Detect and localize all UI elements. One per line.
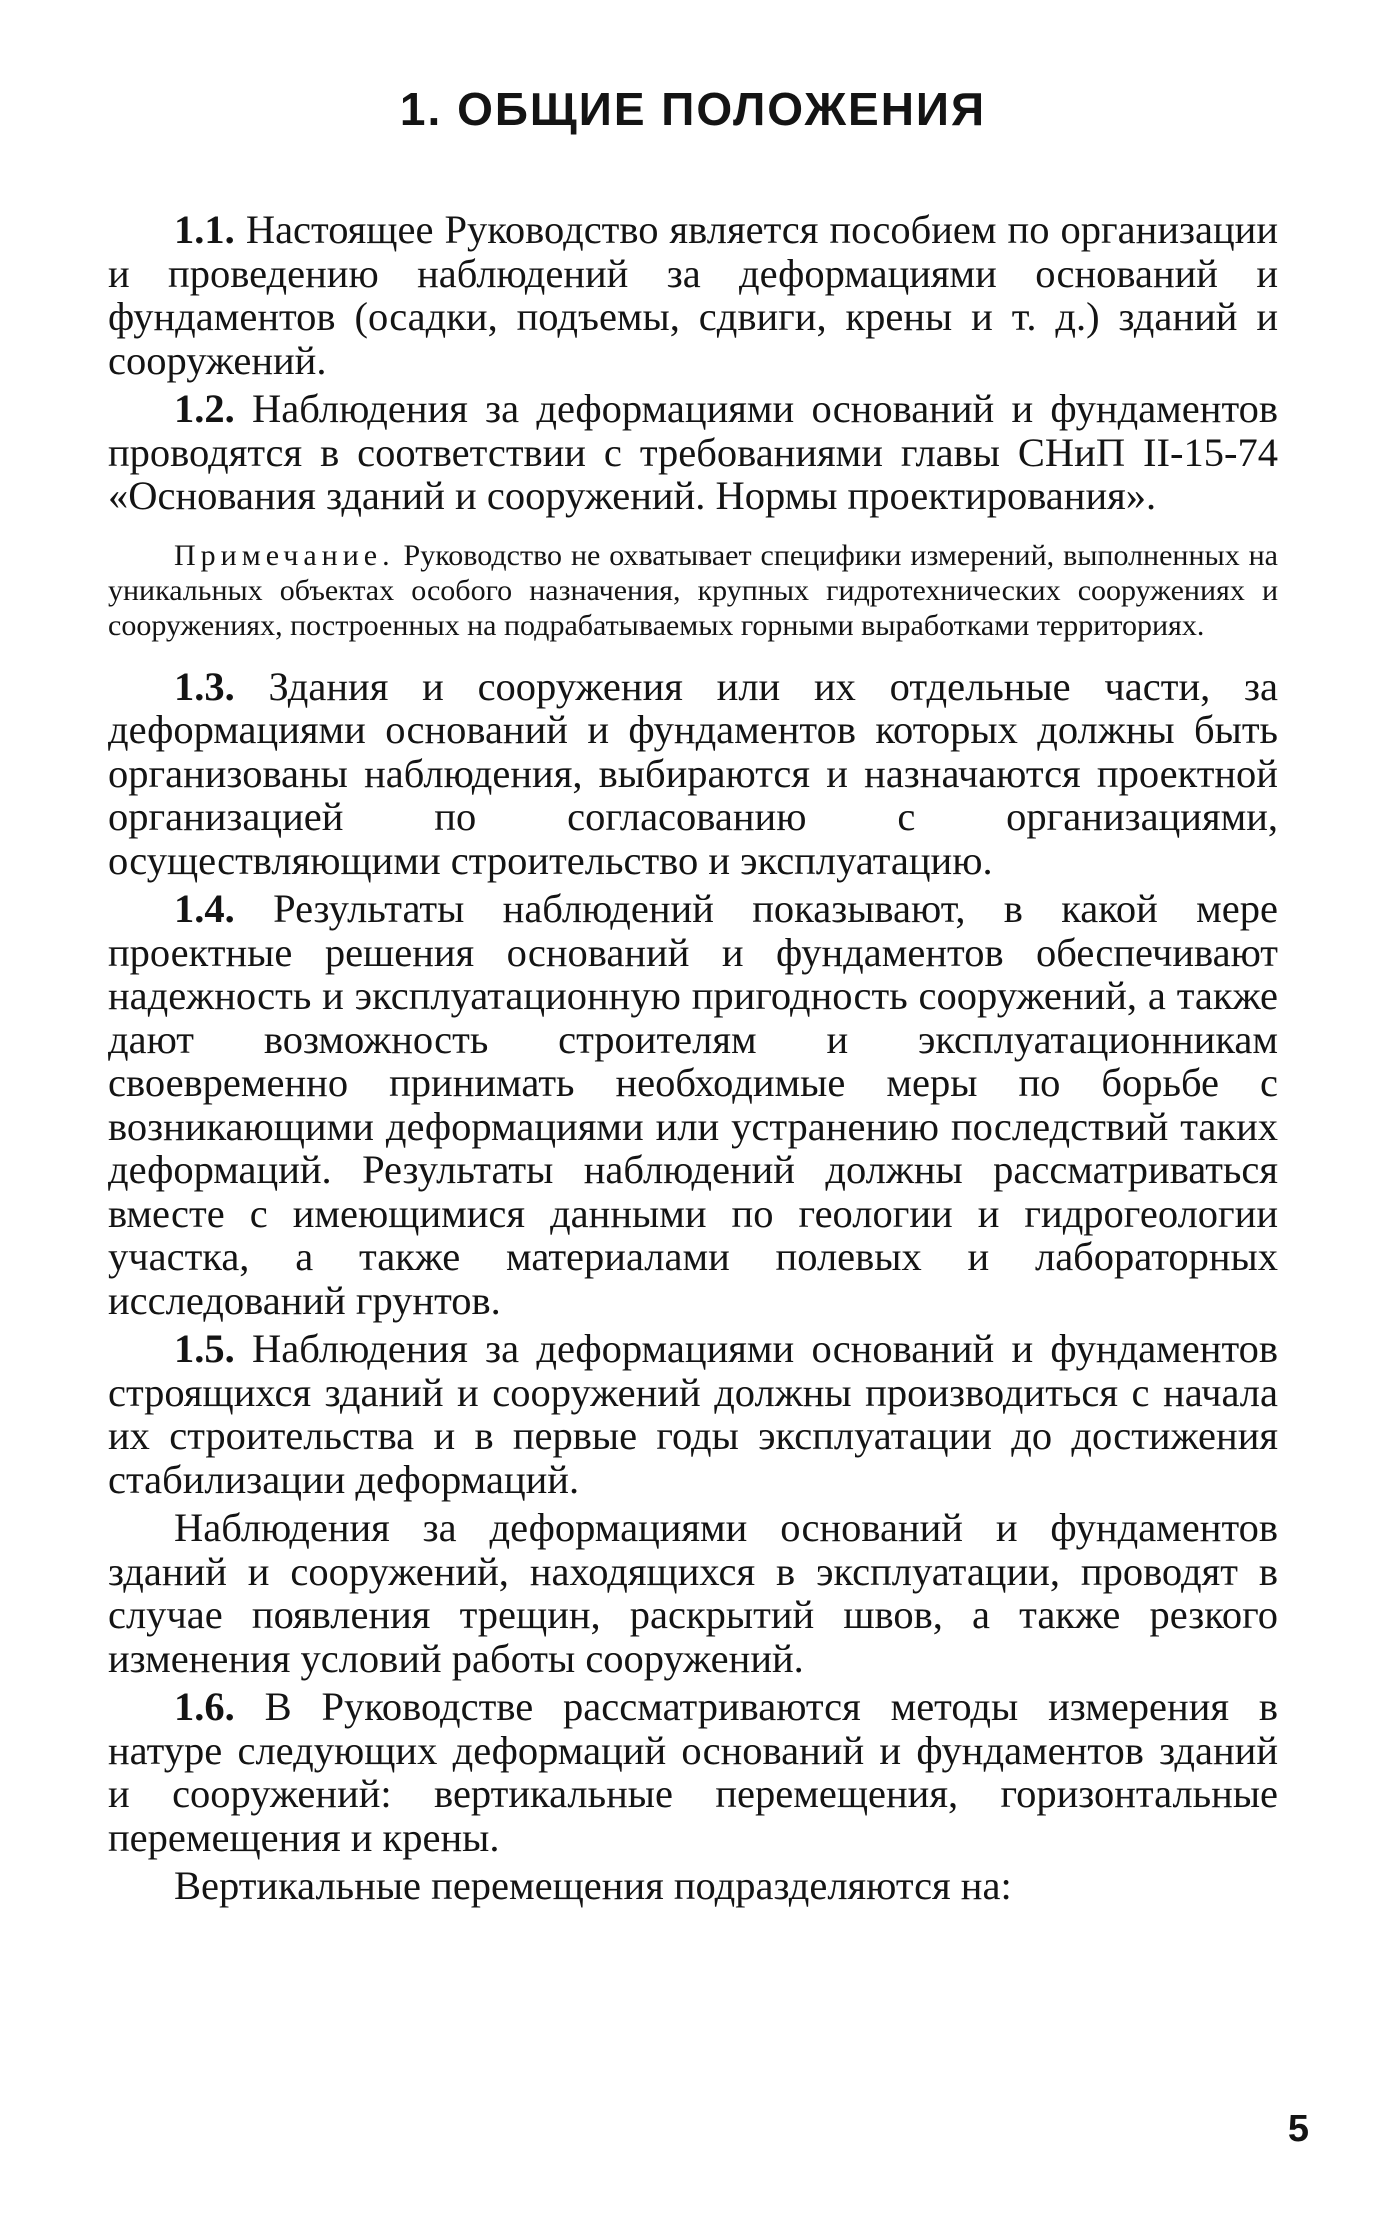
paragraph-1-6 — [108, 1685, 1278, 1859]
paragraph-1-5 — [108, 1327, 1278, 1501]
section-heading: 1. ОБЩИЕ ПОЛОЖЕНИЯ — [399, 83, 987, 135]
clause-text: Результаты наблюдений показывают, в какой мере проектные решения оснований и фундаментов обеспечивают надежность и эксплуатационную пригодность сооружений, а также дают возможность строителям и эксплуатационникам своевременно принимать необходимые меры по борьбе с возникающими деформациями или устранению последствий таких деформаций. Результаты наблюдений должны рассматриваться вместе с имеющимися данными по геологии и гидрогеологии участка, а также материалами полевых и лабораторных исследований грунтов. — [108, 886, 1278, 1323]
clause-text: Наблюдения за деформациями оснований и фундаментов зданий и сооружений, находящихся в эксплуатации, проводят в случае появления трещин, раскрытий швов, а также резкого изменения условий работы сооружений. — [108, 1505, 1278, 1681]
paragraph-1-6-continued — [108, 1864, 1278, 1908]
clause-text: В Руководстве рассматриваются методы измерения в натуре следующих деформаций оснований и фундаментов зданий и сооружений: вертикальные перемещения, горизонтальные перемещения и крены. — [108, 1684, 1278, 1860]
clause-number: 1.5. — [174, 1326, 235, 1371]
clause-number: 1.2. — [174, 386, 235, 431]
clause-text: Настоящее Руководство является пособием по организации и проведению наблюдений за деформациями оснований и фундаментов (осадки, подъемы, сдвиги, крены и т. д.) зданий и сооружений. — [108, 207, 1278, 383]
paragraph-1-3 — [108, 665, 1278, 883]
clause-number: 1.3. — [174, 663, 235, 709]
clause-text: Здания и сооружения или их отдельные части, за деформациями оснований и фундаментов которых должны быть организованы наблюдения, выбираются и назначаются проектной организацией по согласованию с организациями, осуществляющими строительство и эксплуатацию. — [108, 663, 1278, 883]
clause-number: 1.6. — [174, 1684, 235, 1729]
clause-number: 1.1. — [174, 207, 235, 252]
clause-text: Вертикальные перемещения подразделяются на: — [174, 1863, 1012, 1908]
clause-number: 1.4. — [174, 886, 235, 931]
clause-text: Наблюдения за деформациями оснований и фундаментов строящихся зданий и сооружений должны производиться с начала их строительства и в первые годы эксплуатации до достижения стабилизации деформаций. — [108, 1326, 1278, 1502]
page-number: 5 — [1287, 2108, 1309, 2150]
document-page — [108, 78, 1278, 2178]
paragraph-1-1 — [108, 208, 1278, 382]
note-paragraph — [108, 538, 1278, 643]
paragraph-1-2 — [108, 387, 1278, 518]
paragraph-1-5-continued — [108, 1506, 1278, 1680]
clause-text: Наблюдения за деформациями оснований и фундаментов проводятся в соответствии с требованиями главы СНиП II-15-74 «Основания зданий и сооружений. Нормы проектирования». — [108, 386, 1278, 518]
note-text: Руководство не охватывает специфики измерений, выполненных на уникальных объектах особого назначения, крупных гидротехнических сооружениях и сооружениях, построенных на подрабатываемых горными выработками территориях. — [108, 538, 1278, 642]
paragraph-1-4 — [108, 887, 1278, 1322]
note-label: Примечание. — [174, 538, 395, 572]
